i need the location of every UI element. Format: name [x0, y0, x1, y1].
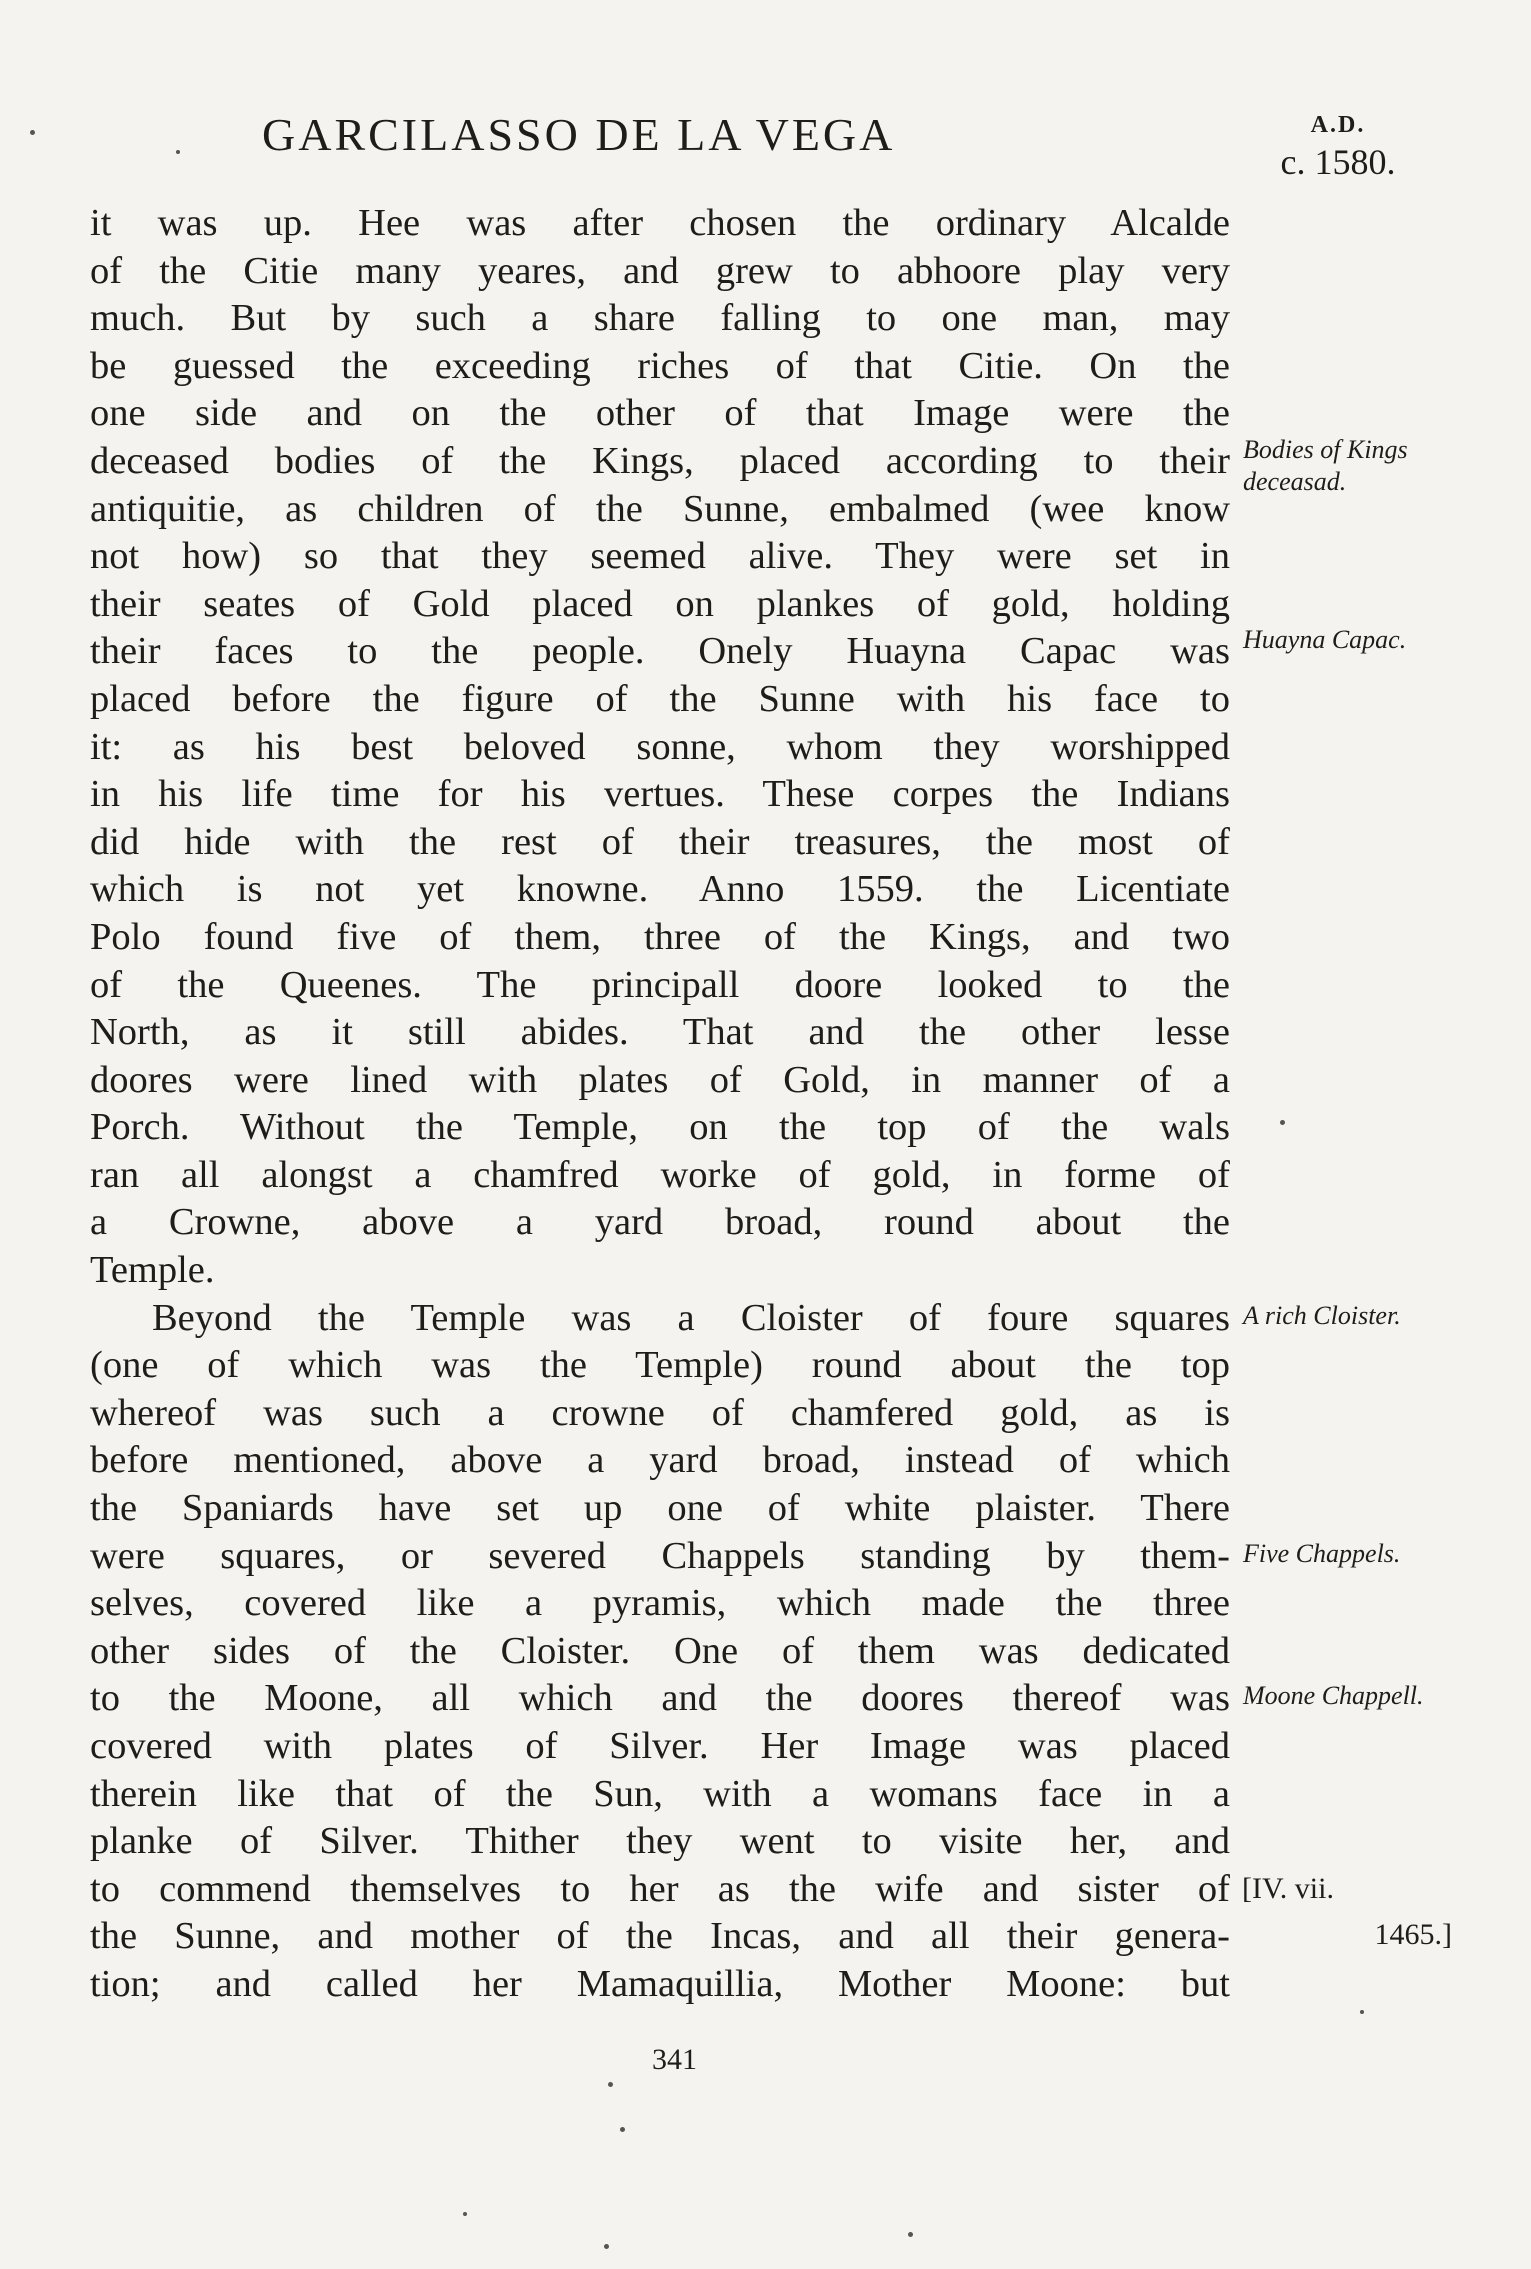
- text-line: be guessed the exceeding riches of that Citie. On the: [90, 344, 1230, 387]
- date-block: [1258, 112, 1418, 183]
- text-line: to commend themselves to her as the wife and sister of: [90, 1867, 1230, 1910]
- page-number: 341: [652, 2043, 697, 2076]
- text-line: North, as it still abides. That and the other lesse: [90, 1011, 1230, 1054]
- text-line: not how) so that they seemed alive. They were set in: [90, 535, 1230, 578]
- text-line: which is not yet knowne. Anno 1559. the Licentiate: [90, 868, 1230, 911]
- margin-note-huayna-capac: Huayna Capac.: [1243, 625, 1407, 654]
- text-line: covered with plates of Silver. Her Image was placed: [90, 1725, 1230, 1767]
- text-line: to the Moone, all which and the doores thereof was: [90, 1677, 1230, 1720]
- margin-note-rich-cloister: A rich Cloister.: [1243, 1301, 1401, 1330]
- text-line: the Sunne, and mother of the Incas, and all their genera-: [90, 1915, 1230, 1958]
- text-line: tion; and called her Mamaquillia, Mother Moone: but: [90, 1962, 1230, 2005]
- text-line: doores were lined with plates of Gold, in manner of a: [90, 1058, 1230, 1101]
- ink-speck: [30, 130, 35, 135]
- text-line: whereof was such a crowne of chamfered gold, as is: [90, 1391, 1230, 1434]
- margin-note-five-chappels: Five Chappels.: [1243, 1539, 1401, 1568]
- ink-speck: [463, 2212, 467, 2216]
- text-line: Polo found five of them, three of the Kings, and two: [90, 915, 1230, 958]
- text-line: it: as his best beloved sonne, whom they worshipped: [90, 725, 1230, 768]
- text-line: ran all alongst a chamfred worke of gold, in forme of: [90, 1153, 1230, 1196]
- text-line: their faces to the people. Onely Huayna Capac was: [90, 630, 1230, 673]
- text-line: therein like that of the Sun, with a womans face in a: [90, 1772, 1230, 1815]
- running-head: GARCILASSO DE LA VEGA: [262, 109, 896, 160]
- text-line: of the Citie many yeares, and grew to abhoore play very: [90, 249, 1230, 292]
- text-line: one side and on the other of that Image were the: [90, 392, 1230, 435]
- text-line: Temple.: [90, 1249, 215, 1292]
- text-line: a Crowne, above a yard broad, round about the: [90, 1201, 1230, 1244]
- margin-reference-page: 1465.]: [1374, 1918, 1452, 1951]
- margin-note-bodies-of-kings: Bodies of Kings deceasad.: [1243, 435, 1408, 496]
- ink-speck: [604, 2244, 609, 2249]
- ink-speck: [908, 2232, 913, 2237]
- ink-speck: [176, 150, 180, 154]
- text-line: were squares, or severed Chappels standing by them-: [90, 1534, 1230, 1577]
- text-line: placed before the figure of the Sunne with his face to: [90, 677, 1230, 720]
- margin-reference-chapter: [IV. vii.: [1242, 1872, 1334, 1905]
- ink-speck: [608, 2082, 613, 2087]
- ink-speck: [620, 2127, 625, 2132]
- text-line: antiquitie, as children of the Sunne, embalmed (wee know: [90, 487, 1230, 530]
- text-line: in his life time for his vertues. These corpes the Indians: [90, 773, 1230, 816]
- text-line: (one of which was the Temple) round about the top: [90, 1344, 1230, 1387]
- text-line: before mentioned, above a yard broad, instead of which: [90, 1439, 1230, 1482]
- text-line: it was up. Hee was after chosen the ordinary Alcalde: [90, 202, 1230, 244]
- date-value: c. 1580.: [1280, 142, 1396, 182]
- text-line: deceased bodies of the Kings, placed according to their: [90, 439, 1230, 482]
- text-line: did hide with the rest of their treasures, the most of: [90, 820, 1230, 863]
- text-line: the Spaniards have set up one of white plaister. There: [90, 1487, 1230, 1530]
- text-line: Porch. Without the Temple, on the top of the wals: [90, 1106, 1230, 1149]
- body-text: [90, 200, 1230, 2009]
- margin-note-moone-chappell: Moone Chappell.: [1243, 1681, 1424, 1710]
- text-line: much. But by such a share falling to one man, may: [90, 297, 1230, 340]
- text-line: planke of Silver. Thither they went to visite her, and: [90, 1820, 1230, 1863]
- text-line: selves, covered like a pyramis, which made the three: [90, 1582, 1230, 1625]
- text-line: of the Queenes. The principall doore looked to the: [90, 963, 1230, 1006]
- ink-speck: [1360, 2010, 1364, 2014]
- ink-speck: [1280, 1120, 1285, 1125]
- date-label: A.D.: [1310, 112, 1366, 138]
- text-line: other sides of the Cloister. One of them was dedicated: [90, 1629, 1230, 1672]
- text-line: Beyond the Temple was a Cloister of foure squares: [152, 1296, 1230, 1339]
- text-line: their seates of Gold placed on plankes of gold, holding: [90, 582, 1230, 625]
- margin-reference: [1242, 1866, 1472, 1958]
